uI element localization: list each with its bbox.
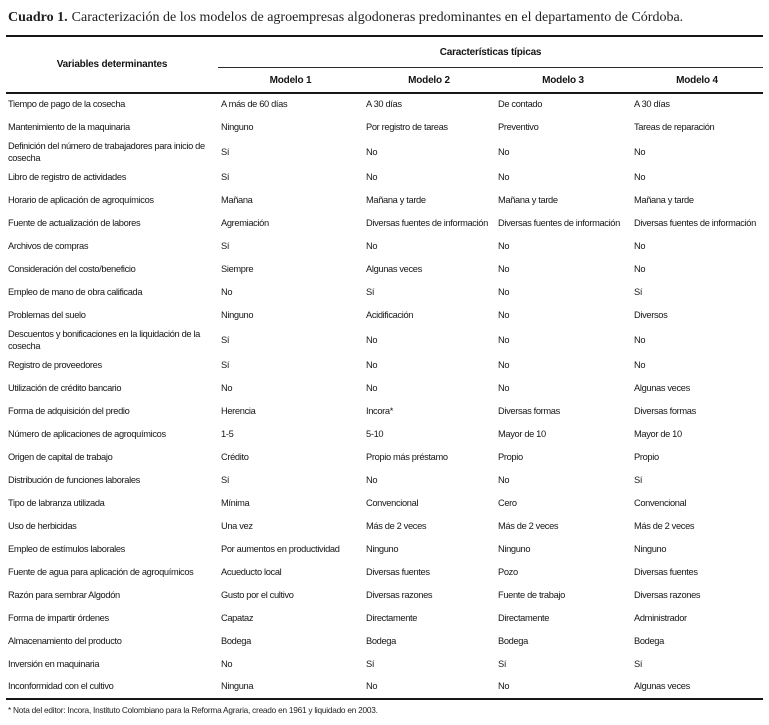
row-model-value: Sí [221,359,230,370]
row-model-value: Más de 2 veces [366,520,427,531]
table-row [6,235,763,258]
row-model-value: No [634,359,646,370]
row-variable-label: Forma de impartir órdenes [8,612,109,623]
row-model-value: Diversas fuentes [366,566,430,577]
row-model-value: Algunas veces [634,681,690,692]
row-model-value: Diversas razones [366,589,433,600]
row-model-value: Convencional [366,497,419,508]
row-model-value: Convencional [634,497,687,508]
row-model-value: Gusto por el cultivo [221,589,294,600]
row-model-value: Agremiación [221,217,269,228]
table-row [6,607,763,630]
row-model-value: A 30 días [366,99,402,110]
row-variable-label: Problemas del suelo [8,309,86,320]
row-model-value: No [221,382,233,393]
table-row [6,469,763,492]
row-model-value: De contado [498,99,543,110]
row-model-value: Diversas formas [634,405,696,416]
table-row [6,492,763,515]
row-model-value: Tareas de reparación [634,121,715,132]
row-model-value: Por aumentos en productividad [221,543,340,554]
column-header-modelo-1: Modelo 1 [269,74,312,86]
table-row [6,653,763,676]
table-row [6,189,763,212]
row-model-value: Sí [634,474,643,485]
row-model-value: Ninguna [221,681,254,692]
row-model-value: No [634,263,646,274]
row-model-value: Ninguno [366,543,399,554]
row-model-value: Mañana y tarde [366,194,426,205]
row-model-value: Acidificación [366,309,414,320]
row-model-value: Sí [498,658,507,669]
row-model-value: Pozo [498,566,518,577]
table-row [6,166,763,189]
row-variable-label: Inversión en maquinaria [8,658,100,669]
table-row [6,304,763,327]
row-model-value: 1-5 [221,428,234,439]
row-model-value: Siempre [221,263,254,274]
row-model-value: No [366,240,378,251]
row-variable-label: Definición del número de trabajadores para inicio de cosecha [8,141,205,163]
row-model-value: No [498,334,510,345]
row-model-value: Ninguno [221,121,254,132]
row-model-value: Mañana [221,194,253,205]
row-model-value: Mayor de 10 [634,428,682,439]
row-model-value: Cero [498,497,517,508]
row-variable-label: Fuente de agua para aplicación de agroquímicos [8,566,194,577]
table-row [6,515,763,538]
row-model-value: No [634,171,646,182]
row-model-value: Ninguno [498,543,531,554]
row-variable-label: Empleo de estímulos laborales [8,543,125,554]
row-variable-label: Tiempo de pago de la cosecha [8,99,125,110]
row-model-value: Administrador [634,612,687,623]
row-variable-label: Empleo de mano de obra calificada [8,286,143,297]
row-model-value: Algunas veces [366,263,422,274]
row-model-value: Mayor de 10 [498,428,546,439]
table-row [6,327,763,354]
table-row [6,281,763,304]
row-model-value: Diversas fuentes de información [366,217,488,228]
row-model-value: Propio [498,451,523,462]
row-variable-label: Forma de adquisición del predio [8,405,130,416]
row-model-value: No [221,658,233,669]
row-model-value: No [366,681,378,692]
row-model-value: No [498,146,510,157]
row-model-value: No [634,146,646,157]
table-row [6,377,763,400]
row-model-value: Fuente de trabajo [498,589,565,600]
row-model-value: No [498,382,510,393]
row-model-value: Sí [221,171,230,182]
table-caption-text: Caracterización de los modelos de agroempresas algodoneras predominantes en el departamento de Córdoba. [71,10,684,25]
row-variable-label: Uso de herbicidas [8,520,77,531]
row-model-value: Sí [366,286,375,297]
row-model-value: No [366,171,378,182]
row-model-value: No [498,359,510,370]
row-model-value: No [366,474,378,485]
table-caption-label: Cuadro 1. [8,10,68,25]
row-model-value: Sí [221,240,230,251]
row-model-value: Sí [634,658,643,669]
row-model-value: Más de 2 veces [634,520,695,531]
row-model-value: Más de 2 veces [498,520,559,531]
row-variable-label: Distribución de funciones laborales [8,474,140,485]
row-variable-label: Razón para sembrar Algodón [8,589,120,600]
row-model-value: No [498,240,510,251]
row-model-value: No [634,240,646,251]
row-model-value: No [221,286,233,297]
row-model-value: Una vez [221,520,253,531]
row-model-value: Sí [634,286,643,297]
row-model-value: Bodega [634,635,664,646]
row-variable-label: Inconformidad con el cultivo [8,681,114,692]
column-header-modelo-2: Modelo 2 [408,74,450,86]
row-variable-label: Descuentos y bonificaciones en la liquidación de la cosecha [8,329,200,351]
table-row [6,116,763,139]
row-model-value: No [366,382,378,393]
row-model-value: No [366,334,378,345]
table-row [6,561,763,584]
column-group-header-caracteristicas: Características típicas [218,36,763,68]
row-model-value: Ninguno [221,309,254,320]
row-model-value: Bodega [366,635,396,646]
row-model-value: Diversas fuentes de información [498,217,620,228]
row-model-value: Diversas fuentes de información [634,217,756,228]
row-model-value: No [498,309,510,320]
row-model-value: No [498,263,510,274]
column-header-modelo-3: Modelo 3 [542,74,584,86]
row-variable-label: Origen de capital de trabajo [8,451,113,462]
characterization-table [6,35,763,700]
row-model-value: Preventivo [498,121,539,132]
table-row [6,212,763,235]
row-model-value: No [366,359,378,370]
table-row [6,139,763,166]
column-header-variables: Variables determinantes [56,59,168,70]
row-model-value: Por registro de tareas [366,121,448,132]
row-model-value: Directamente [498,612,550,623]
row-variable-label: Archivos de compras [8,240,89,251]
row-variable-label: Utilización de crédito bancario [8,382,122,393]
row-model-value: Crédito [221,451,249,462]
table-body [6,93,763,699]
table-header [6,36,763,93]
table-row [6,258,763,281]
row-model-value: Acueducto local [221,566,282,577]
row-model-value: No [498,171,510,182]
row-model-value: Diversas razones [634,589,701,600]
table-row [6,354,763,377]
table-caption [8,9,763,26]
row-variable-label: Registro de proveedores [8,359,102,370]
table-row [6,630,763,653]
row-model-value: 5-10 [366,428,384,439]
row-variable-label: Horario de aplicación de agroquímicos [8,194,154,205]
row-variable-label: Fuente de actualización de labores [8,217,141,228]
row-variable-label: Almacenamiento del producto [8,635,122,646]
row-model-value: Algunas veces [634,382,690,393]
table-footnote: * Nota del editor: Incora, Instituto Colombiano para la Reforma Agraria, creado en 1961 y liquidado en 2003. [8,705,378,715]
row-model-value: No [634,334,646,345]
row-variable-label: Mantenimiento de la maquinaria [8,121,130,132]
row-model-value: Directamente [366,612,418,623]
row-model-value: Mínima [221,497,250,508]
row-model-value: Sí [221,146,230,157]
row-model-value: A 30 días [634,99,670,110]
row-model-value: Capataz [221,612,254,623]
row-model-value: Sí [221,474,230,485]
row-variable-label: Consideración del costo/beneficio [8,263,136,274]
table-row [6,423,763,446]
table-row [6,400,763,423]
row-variable-label: Libro de registro de actividades [8,171,126,182]
row-variable-label: Número de aplicaciones de agroquímicos [8,428,166,439]
row-model-value: Propio [634,451,659,462]
table-row [6,584,763,607]
row-model-value: Incora* [366,405,394,416]
table-row [6,676,763,699]
row-model-value: No [498,474,510,485]
row-model-value: Mañana y tarde [634,194,694,205]
row-model-value: No [498,681,510,692]
row-model-value: Bodega [221,635,251,646]
table-row [6,93,763,116]
row-model-value: Bodega [498,635,528,646]
row-model-value: Sí [221,334,230,345]
row-model-value: Propio más préstamo [366,451,448,462]
row-model-value: No [498,286,510,297]
row-model-value: A más de 60 días [221,99,288,110]
table-row [6,538,763,561]
row-model-value: Herencia [221,405,256,416]
row-model-value: Ninguno [634,543,667,554]
row-variable-label: Tipo de labranza utilizada [8,497,105,508]
row-model-value: Diversas formas [498,405,560,416]
row-model-value: No [366,146,378,157]
row-model-value: Mañana y tarde [498,194,558,205]
table-row [6,446,763,469]
row-model-value: Diversos [634,309,668,320]
row-model-value: Sí [366,658,375,669]
column-header-modelo-4: Modelo 4 [676,74,718,86]
row-model-value: Diversas fuentes [634,566,698,577]
